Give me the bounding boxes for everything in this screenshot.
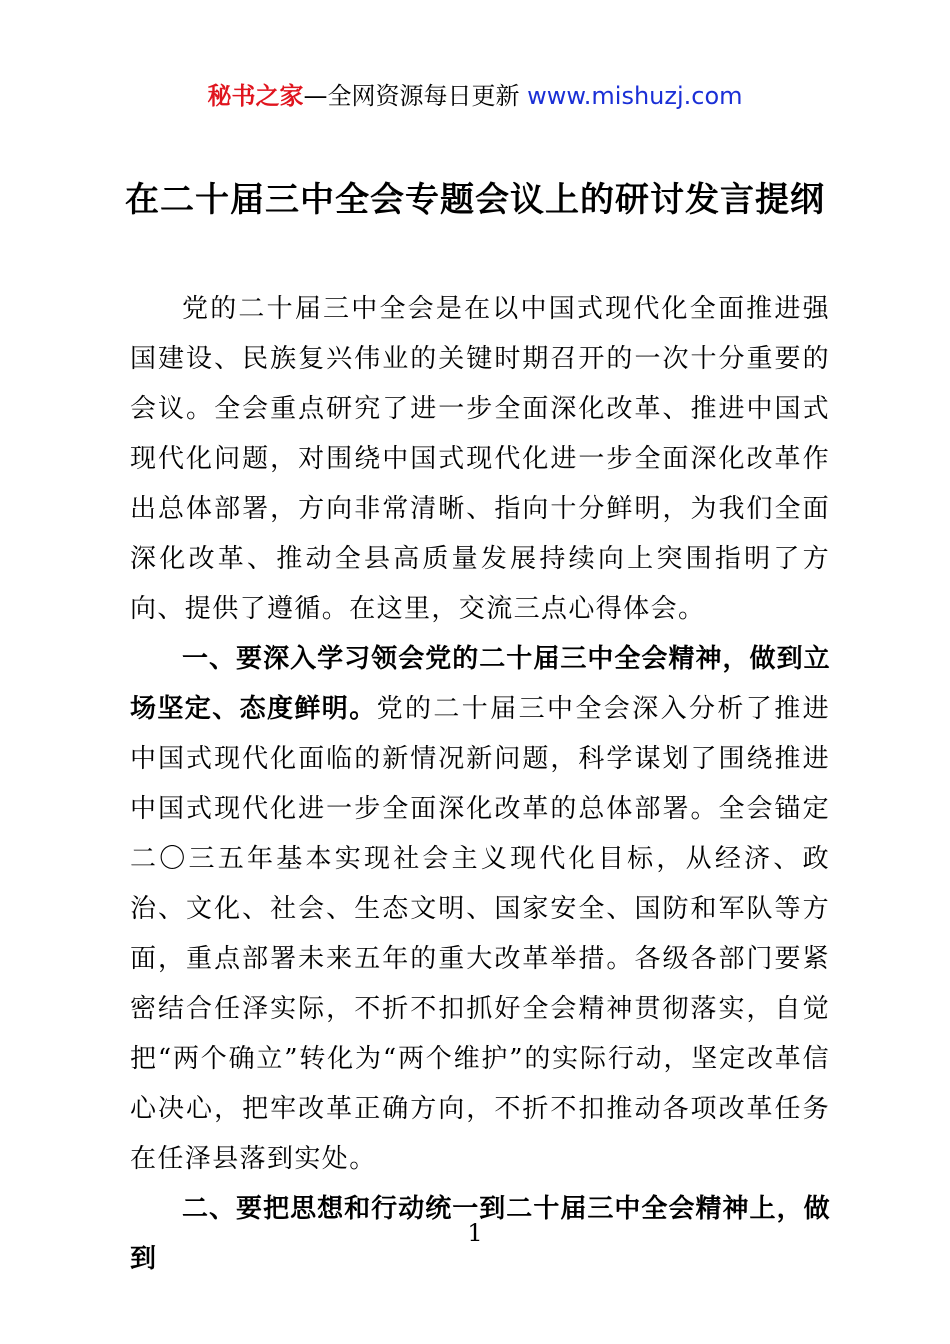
paragraph-heading: 一、要深入学习领会党的二十届三中全会精神，做到立场坚定、态度鲜明。 (130, 644, 830, 724)
paragraph-point-one (130, 634, 830, 1184)
paragraph-text: 党的二十届三中全会深入分析了推进中国式现代化面临的新情况新问题，科学谋划了围绕推进中国式现代化进一步全面深化改革的总体部署。全会锚定二〇三五年基本实现社会主义现代化目标，从经济、政治、文化、社会、生态文明、国家安全、国防和军队等方面，重点部署未来五年的重大改革举措。各级各部门要紧密结合任泽实际，不折不扣抓好全会精神贯彻落实，自觉把“两个确立”转化为“两个维护”的实际行动，坚定改革信心决心，把牢改革正确方向，不折不扣推动各项改革任务在任泽县落到实处。 (130, 694, 831, 1174)
paragraph-heading: 二、要把思想和行动统一到二十届三中全会精神上，做到 (130, 1194, 830, 1274)
site-brand: 秘书之家 (207, 82, 304, 110)
site-slogan: —全网资源每日更新 (303, 82, 528, 110)
document-title: 在二十届三中全会专题会议上的研讨发言提纲 (125, 180, 825, 220)
paragraph-intro (130, 284, 830, 634)
site-url: www.mishuzj.com (527, 82, 743, 110)
paragraph-text: 党的二十届三中全会是在以中国式现代化全面推进强国建设、民族复兴伟业的关键时期召开的一次十分重要的会议。全会重点研究了进一步全面深化改革、推进中国式现代化问题，对围绕中国式现代化进一步全面深化改革作出总体部署，方向非常清晰、指向十分鲜明，为我们全面深化改革、推动全县高质量发展持续向上突围指明了方向、提供了遵循。在这里，交流三点心得体会。 (130, 294, 830, 624)
document-body (130, 284, 830, 1284)
page-number: 1 (467, 1219, 483, 1247)
site-watermark-header (0, 80, 950, 112)
